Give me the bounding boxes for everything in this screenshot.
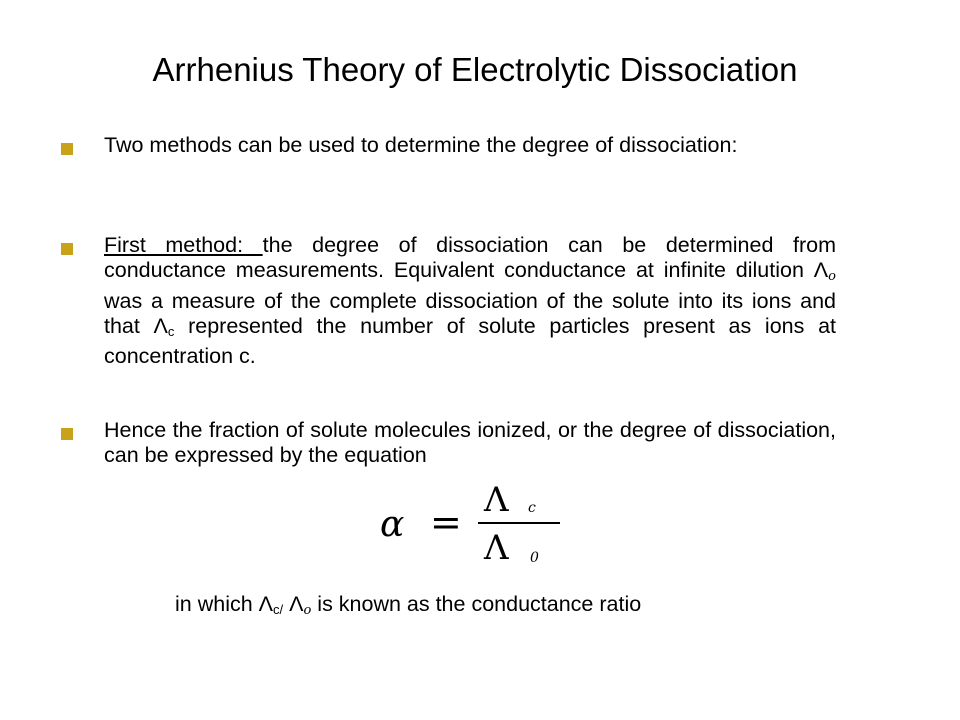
bullet-paragraph-methods (104, 133, 836, 158)
bullet-text-part: was a measure of the complete dissociation of the solute into its ions and that Λ (104, 289, 836, 338)
denominator-subscript: 0 (530, 550, 539, 566)
bullet-marker (61, 243, 73, 255)
note-text: Λ (283, 592, 304, 616)
subscript-o: o (828, 269, 836, 284)
note-text: in which Λ (175, 592, 274, 616)
bullet-text: Two methods can be used to determine the degree of dissociation: (104, 133, 738, 157)
conductance-ratio-note (175, 592, 641, 623)
denominator-lambda: Λ (484, 528, 509, 568)
dissociation-equation (380, 478, 570, 578)
slide-title: Arrhenius Theory of Electrolytic Dissociation (152, 51, 798, 88)
numerator-subscript: c (528, 500, 536, 516)
equals-sign: = (430, 500, 462, 544)
bullet-paragraph-first-method (104, 233, 836, 369)
bullet-text-part: the degree of dissociation can be determined from conductance measurements. Equivalent conductance at infinite dilution Λ (104, 233, 836, 282)
first-method-label: First method: (104, 233, 263, 257)
bullet-marker (61, 143, 73, 155)
numerator-lambda: Λ (484, 480, 509, 520)
bullet-paragraph-hence (104, 418, 836, 468)
bullet-text: Hence the fraction of solute molecules ionized, or the degree of dissociation, can be expressed by the equation (104, 418, 836, 467)
fraction-bar (478, 522, 560, 524)
bullet-text-part: represented the number of solute particles present as ions at concentration c. (104, 314, 836, 368)
note-subscript-c: c/ (273, 602, 284, 617)
note-subscript-o: o (303, 603, 312, 618)
note-text: is known as the conductance ratio (311, 592, 642, 616)
subscript-c: c (167, 324, 175, 339)
bullet-marker (61, 428, 73, 440)
alpha-symbol: α (380, 504, 405, 545)
